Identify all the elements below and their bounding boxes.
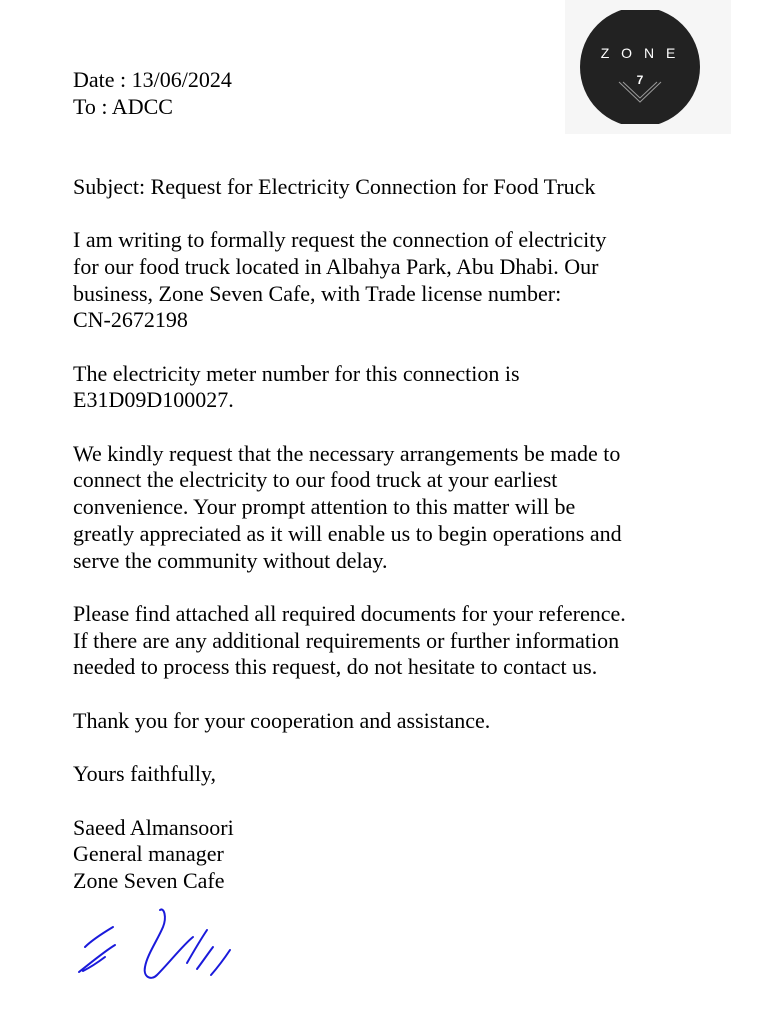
text-line: The electricity meter number for this connection is (73, 360, 520, 386)
subject-line: Subject: Request for Electricity Connection for Food Truck (73, 173, 596, 199)
text-line: I am writing to formally request the connection of electricity (73, 227, 607, 253)
signature-stroke (145, 909, 193, 977)
signatory-company: Zone Seven Cafe (73, 867, 225, 893)
date-line: Date : 13/06/2024 (73, 67, 232, 92)
text-line: connect the electricity to our food truck at your earliest (73, 467, 558, 493)
text-line: convenience. Your prompt attention to this matter will be (73, 494, 576, 520)
signature-stroke (197, 947, 213, 969)
paragraph-meter (73, 361, 713, 414)
text-line: for our food truck located in Albahya Park, Abu Dhabi. Our (73, 253, 599, 279)
thanks-line: Thank you for your cooperation and assistance. (73, 707, 491, 733)
text-line: We kindly request that the necessary arrangements be made to (73, 440, 621, 466)
logo-number: 7 (636, 73, 644, 87)
recipient-line: To : ADCC (73, 93, 173, 119)
signature-stroke (85, 927, 113, 947)
text-line: needed to process this request, do not hesitate to contact us. (73, 654, 598, 680)
signatory-name: Saeed Almansoori (73, 814, 234, 840)
paragraph-documents (73, 601, 713, 681)
paragraph-request (73, 227, 713, 334)
text-line: Please find attached all required documents for your reference. (73, 600, 626, 626)
signature-stroke (211, 950, 230, 975)
text-line: business, Zone Seven Cafe, with Trade license number: (73, 280, 562, 306)
paragraph-arrangements (73, 441, 713, 575)
text-line: E31D09D100027. (73, 387, 234, 413)
salutation: Yours faithfully, (73, 761, 217, 787)
signature-stroke (79, 945, 115, 972)
text-line: If there are any additional requirements or further information (73, 627, 620, 653)
text-line: CN-2672198 (73, 307, 188, 333)
text-line: greatly appreciated as it will enable us to begin operations and (73, 520, 622, 546)
logo-word: Z O N E (600, 45, 680, 61)
handwritten-signature (75, 905, 240, 985)
letter-body (73, 67, 713, 895)
text-line: serve the community without delay. (73, 547, 388, 573)
signatory-title: General manager (73, 841, 224, 867)
